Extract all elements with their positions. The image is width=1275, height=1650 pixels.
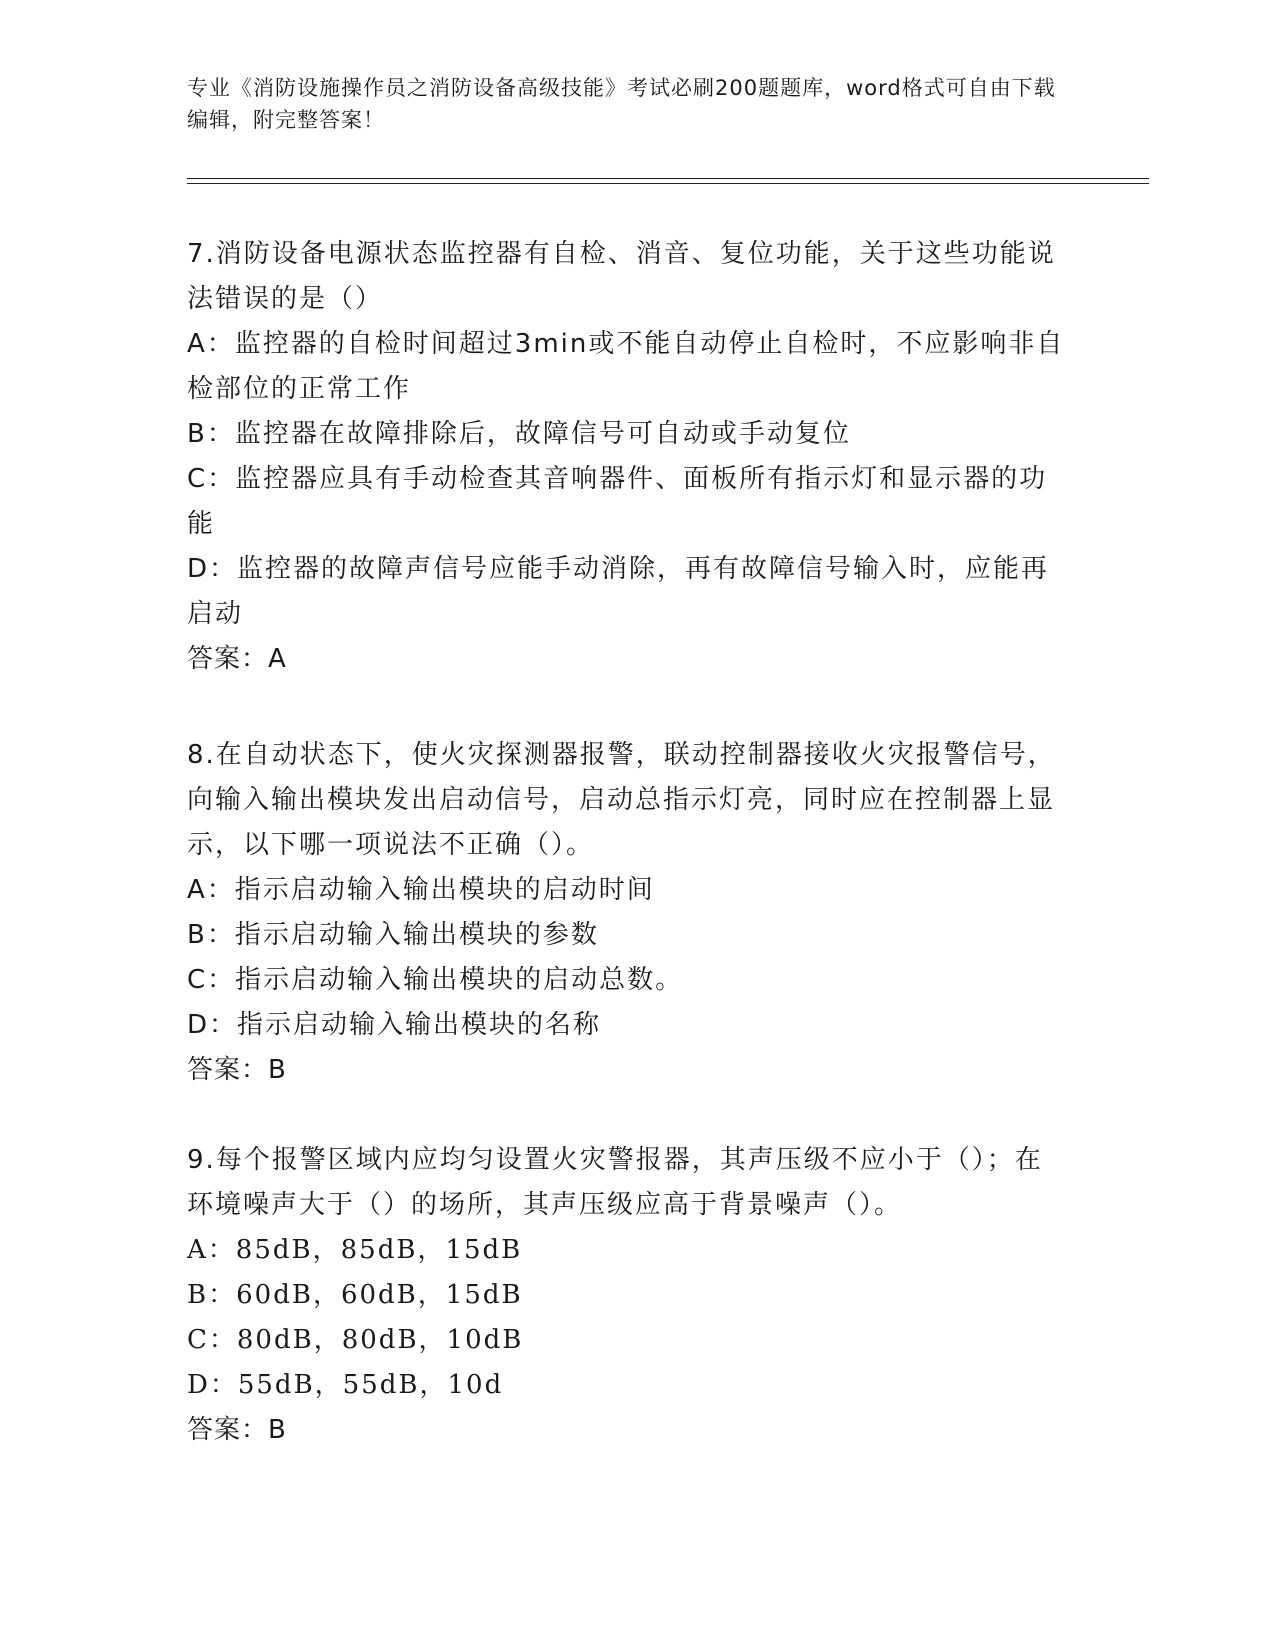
answer: 答案：B (187, 1055, 287, 1085)
question-8 (187, 733, 1067, 1093)
option-c: C：80dB，80dB，10dB (187, 1325, 524, 1355)
option-d: D：55dB，55dB，10d (187, 1370, 504, 1400)
question-9 (187, 1138, 1067, 1453)
question-stem: 7.消防设备电源状态监控器有自检、消音、复位功能，关于这些功能说法错误的是（） (187, 239, 1056, 314)
option-b: B：指示启动输入输出模块的参数 (187, 920, 599, 950)
answer: 答案：B (187, 1415, 287, 1445)
question-stem: 8.在自动状态下，使火灾探测器报警，联动控制器接收火灾报警信号，向输入输出模块发出启动信号，启动总指示灯亮，同时应在控制器上显示，以下哪一项说法不正确（）。 (187, 740, 1056, 860)
option-c: C：指示启动输入输出模块的启动总数。 (187, 965, 684, 995)
option-a: A：指示启动输入输出模块的启动时间 (187, 875, 655, 905)
option-c: C：监控器应具有手动检查其音响器件、面板所有指示灯和显示器的功能 (187, 464, 1048, 539)
option-b: B：监控器在故障排除后，故障信号可自动或手动复位 (187, 419, 851, 449)
option-d: D：监控器的故障声信号应能手动消除，再有故障信号输入时，应能再启动 (187, 554, 1050, 629)
question-7 (187, 232, 1067, 682)
answer: 答案：A (187, 644, 287, 674)
option-a: A：85dB，85dB，15dB (187, 1235, 523, 1265)
document-header: 专业《消防设施操作员之消防设备高级技能》考试必刷200题题库，word格式可自由下载编辑，附完整答案！ (187, 76, 1056, 132)
question-stem: 9.每个报警区域内应均匀设置火灾警报器，其声压级不应小于（）；在环境噪声大于（）的场所，其声压级应高于背景噪声（）。 (187, 1145, 1043, 1220)
header-divider-top (187, 178, 1149, 179)
option-d: D：指示启动输入输出模块的名称 (187, 1010, 602, 1040)
option-a: A：监控器的自检时间超过3min或不能自动停止自检时，不应影响非自检部位的正常工作 (187, 329, 1065, 404)
option-b: B：60dB，60dB，15dB (187, 1280, 523, 1310)
header-divider-bottom (187, 183, 1149, 184)
